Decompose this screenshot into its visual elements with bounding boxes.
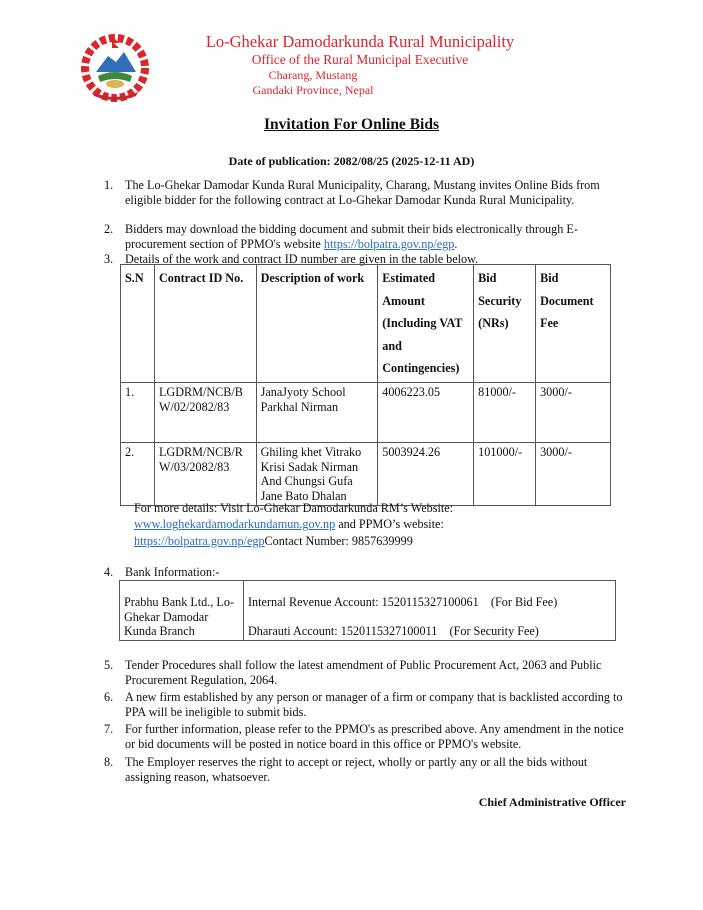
- list-item: [104, 565, 624, 580]
- nepal-government-emblem-icon: [78, 32, 152, 102]
- item-text: The Lo-Ghekar Damodar Kunda Rural Municipality, Charang, Mustang invites Online Bids from eligible bidder for the following contract at Lo-Ghekar Damodar Kunda Rural Municipality.: [125, 178, 600, 207]
- table-header-row: [121, 265, 611, 383]
- item-text: The Employer reserves the right to accept or reject, wholly or partly any or all the bids without assigning reason, whatsoever.: [125, 755, 588, 784]
- item-number: 4.: [104, 565, 114, 579]
- internal-revenue-account: Internal Revenue Account: 1520115327100061 (For Bid Fee): [248, 594, 558, 609]
- cell-description: JanaJyoty School Parkhal Nirman: [256, 382, 378, 442]
- signatory-title: Chief Administrative Officer: [478, 795, 626, 809]
- table-row: [120, 581, 616, 641]
- bolpatra-link[interactable]: https://bolpatra.gov.np/egp: [323, 236, 455, 251]
- item-text: For further information, please refer to the PPMO's as prescribed above. Any amendment in the notice or bid documents will be posted in notice board in this office or PPMO's website.: [125, 722, 624, 751]
- list-item: [104, 755, 624, 784]
- header-bid-document-fee: Bid Document Fee: [536, 265, 611, 383]
- item-text: [125, 222, 624, 251]
- item-text: Details of the work and contract ID number are given in the table below.: [125, 252, 479, 266]
- header-bid-security: Bid Security (NRs): [474, 265, 536, 383]
- cell-fee: 3000/-: [536, 382, 611, 442]
- cell-contract-id: LGDRM/NCB/RW/03/2082/83: [154, 442, 256, 505]
- item-number: 1.: [104, 178, 114, 192]
- bank-name: Prabhu Bank Ltd., Lo-Ghekar Damodar Kunda Branch: [120, 581, 244, 641]
- cell-fee: 3000/-: [536, 442, 611, 505]
- item-text-part: .: [454, 236, 458, 251]
- header-estimated-amount: Estimated Amount (Including VAT and Contingencies): [378, 265, 474, 383]
- municipality-website-link[interactable]: www.loghekardamodarkundamun.gov.np: [134, 517, 336, 532]
- list-item: [104, 222, 624, 251]
- municipality-name: Lo-Ghekar Damodarkunda Rural Municipality: [205, 32, 515, 51]
- dharauti-account: Dharauti Account: 1520115327100011 (For Security Fee): [248, 624, 539, 639]
- list-item: [104, 178, 624, 207]
- cell-contract-id: LGDRM/NCB/BW/02/2082/83: [154, 382, 256, 442]
- header-sn: S.N: [121, 265, 155, 383]
- table-row: [121, 442, 611, 505]
- cell-sn: 2.: [121, 442, 155, 505]
- list-item: [104, 690, 624, 719]
- item-text: A new firm established by any person or manager of a firm or company that is backlisted according to PPA will be ineligible to submit bids.: [125, 690, 623, 719]
- bolpatra-link[interactable]: https://bolpatra.gov.np/egp: [134, 533, 265, 548]
- notice-title: Invitation For Online Bids: [264, 116, 439, 133]
- cell-description: Ghiling khet Vitrako Krisi Sadak Nirman And Chungsi Gufa Jane Bato Dhalan: [256, 442, 378, 505]
- more-details: [134, 500, 614, 549]
- item-text-part: Bidders may download the bidding document and submit their bids electronically through E-procurement section of PPMO's website: [125, 222, 578, 251]
- contact-number: Contact Number: 9857639999: [264, 533, 413, 548]
- cell-security: 81000/-: [474, 382, 536, 442]
- cell-amount: 5003924.26: [378, 442, 474, 505]
- more-details-text: For more details: Visit Lo-Ghekar Damodarkunda RM’s Website:: [134, 501, 454, 515]
- item-number: 8.: [104, 755, 114, 769]
- publication-date: Date of publication: 2082/08/25 (2025-12-11 AD): [228, 154, 475, 168]
- item-number: 6.: [104, 690, 114, 704]
- more-details-text: and PPMO’s website:: [335, 517, 444, 532]
- list-item: [104, 722, 624, 751]
- header-description: Description of work: [256, 265, 378, 383]
- item-number: 2.: [104, 222, 114, 236]
- item-number: 3.: [104, 252, 114, 266]
- header-contract-id: Contract ID No.: [154, 265, 256, 383]
- bank-table: [119, 580, 616, 641]
- office-name: Office of the Rural Municipal Executive: [251, 52, 469, 67]
- item-number: 5.: [104, 658, 114, 672]
- item-text: Tender Procedures shall follow the latest amendment of Public Procurement Act, 2063 and Public Procurement Regulation, 2064.: [125, 658, 602, 687]
- item-number: 7.: [104, 722, 114, 736]
- cell-sn: 1.: [121, 382, 155, 442]
- bank-accounts: [244, 581, 616, 641]
- office-province: Gandaki Province, Nepal: [252, 83, 374, 97]
- item-text: Bank Information:-: [125, 565, 220, 579]
- office-location: Charang, Mustang: [268, 68, 358, 82]
- bids-table: [120, 264, 611, 506]
- table-row: [121, 382, 611, 442]
- list-item: [104, 658, 624, 687]
- cell-amount: 4006223.05: [378, 382, 474, 442]
- cell-security: 101000/-: [474, 442, 536, 505]
